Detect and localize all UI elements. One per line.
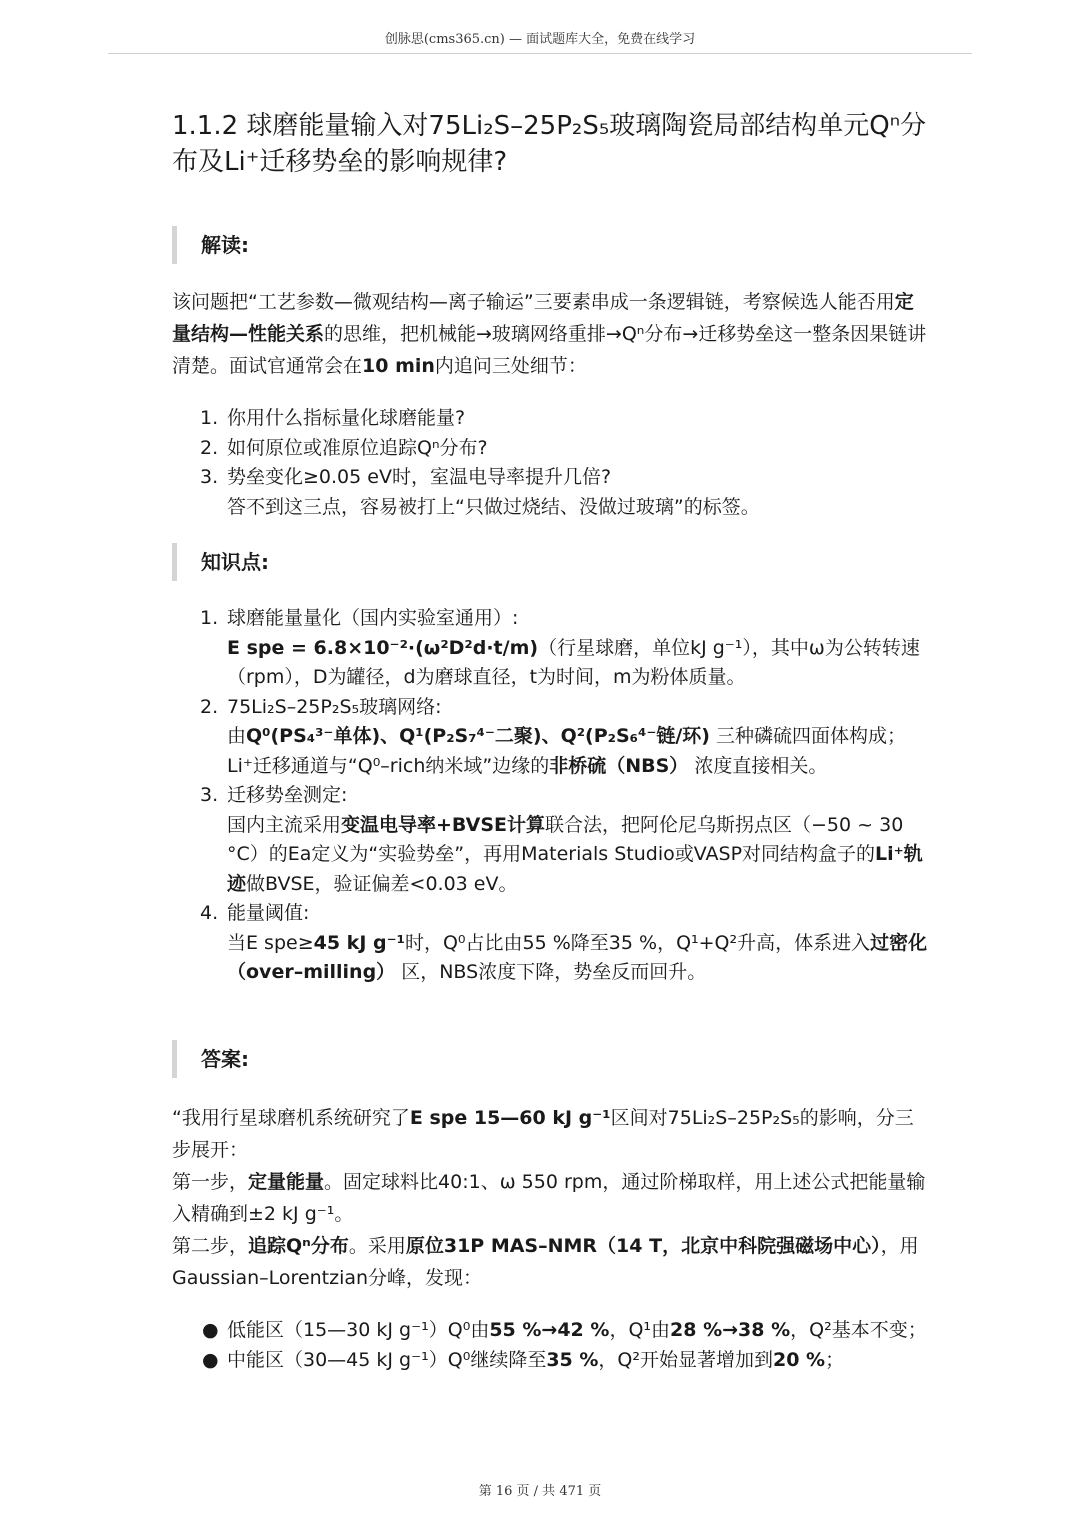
list-item: 3. 迁移势垒测定: 国内主流采用变温电导率+BVSE计算联合法，把阿伦尼乌斯拐点区（−50 ~ 30 °C）的Ea定义为“实验势垒”，再用Materials Studio或VASP对同结构盒子的Li⁺轨迹做BVSE，验证偏差<0.03 eV。: [200, 784, 923, 895]
answer-step1-paragraph: 第一步，定量能量。固定球料比40:1、ω 550 rpm，通过阶梯取样，用上述公式把能量输入精确到±2 kJ g⁻¹。: [172, 1171, 926, 1225]
answer-step2-paragraph: 第二步，追踪Qⁿ分布。采用原位31P MAS–NMR（14 T，北京中科院强磁场中心），用Gaussian–Lorentzian分峰，发现：: [172, 1235, 919, 1289]
list-item: 4. 能量阈值: 当E spe≥45 kJ g⁻¹时，Q⁰占比由55 %降至35 %，Q¹+Q²升高，体系进入过密化（over–milling） 区，NBS浓度下降，势垒反而回升。: [200, 902, 928, 983]
interview-questions-list: [200, 404, 930, 522]
list-item: 1. 你用什么指标量化球磨能量?: [200, 407, 466, 429]
question-title: 1.1.2 球磨能量输入对75Li₂S–25P₂S₅玻璃陶瓷局部结构单元Qⁿ分布及Li⁺迁移势垒的影响规律?: [172, 111, 927, 177]
list-item: ● 低能区（15—30 kJ g⁻¹）Q⁰由55 %→42 %，Q¹由28 %→38 %，Q²基本不变；: [200, 1316, 930, 1346]
knowledge-list: [200, 604, 930, 988]
list-item: 2. 如何原位或准原位追踪Qⁿ分布?: [200, 436, 488, 459]
intro-paragraph: 该问题把“工艺参数—微观结构—离子输运”三要素串成一条逻辑链，考察候选人能否用定量结构—性能关系的思维，把机械能→玻璃网络重排→Qⁿ分布→迁移势垒这一整条因果链讲清楚。面试官通常会在10 min内追问三处细节：: [172, 291, 927, 377]
list-item: 2. 75Li₂S–25P₂S₅玻璃网络: 由Q⁰(PS₄³⁻单体)、Q¹(P₂S₇⁴⁻二聚)、Q²(P₂S₆⁴⁻链/环) 三种磷硫四面体构成；Li⁺迁移通道与“Q⁰–rich纳米域”边缘的非桥硫（NBS） 浓度直接相关。: [200, 695, 907, 777]
list-item: ● 中能区（30—45 kJ g⁻¹）Q⁰继续降至35 %，Q²开始显著增加到20 %；: [200, 1346, 930, 1376]
energy-range-bullets: [200, 1316, 930, 1375]
list-item: 1. 球磨能量量化（国内实验室通用）: E spe = 6.8×10⁻²·(ω²D²d·t/m)（行星球磨，单位kJ g⁻¹），其中ω为公转转速（rpm），D为罐径，d为磨球直径，t为时间，m为粉体质量。: [200, 607, 920, 688]
section-heading-answer: 答案:: [172, 1040, 249, 1078]
section-heading-interpretation: 解读:: [172, 226, 249, 264]
page-number-footer: 第 16 页 / 共 471 页: [478, 1484, 602, 1499]
list-item: 3. 势垒变化≥0.05 eV时，室温电导率提升几倍? 答不到这三点，容易被打上“只做过烧结、没做过玻璃”的标签。: [200, 466, 760, 518]
bullet-icon: ●: [202, 1319, 219, 1341]
section-heading-knowledge: 知识点:: [172, 543, 269, 581]
bullet-icon: ●: [202, 1348, 219, 1371]
questions-note: 答不到这三点，容易被打上“只做过烧结、没做过玻璃”的标签。: [227, 495, 760, 518]
header-divider: [108, 53, 972, 54]
answer-intro-paragraph: “我用行星球磨机系统研究了E spe 15—60 kJ g⁻¹区间对75Li₂S–25P₂S₅的影响，分三步展开：: [172, 1107, 914, 1161]
site-header: 创脉思(cms365.cn) — 面试题库大全，免费在线学习: [384, 32, 696, 47]
